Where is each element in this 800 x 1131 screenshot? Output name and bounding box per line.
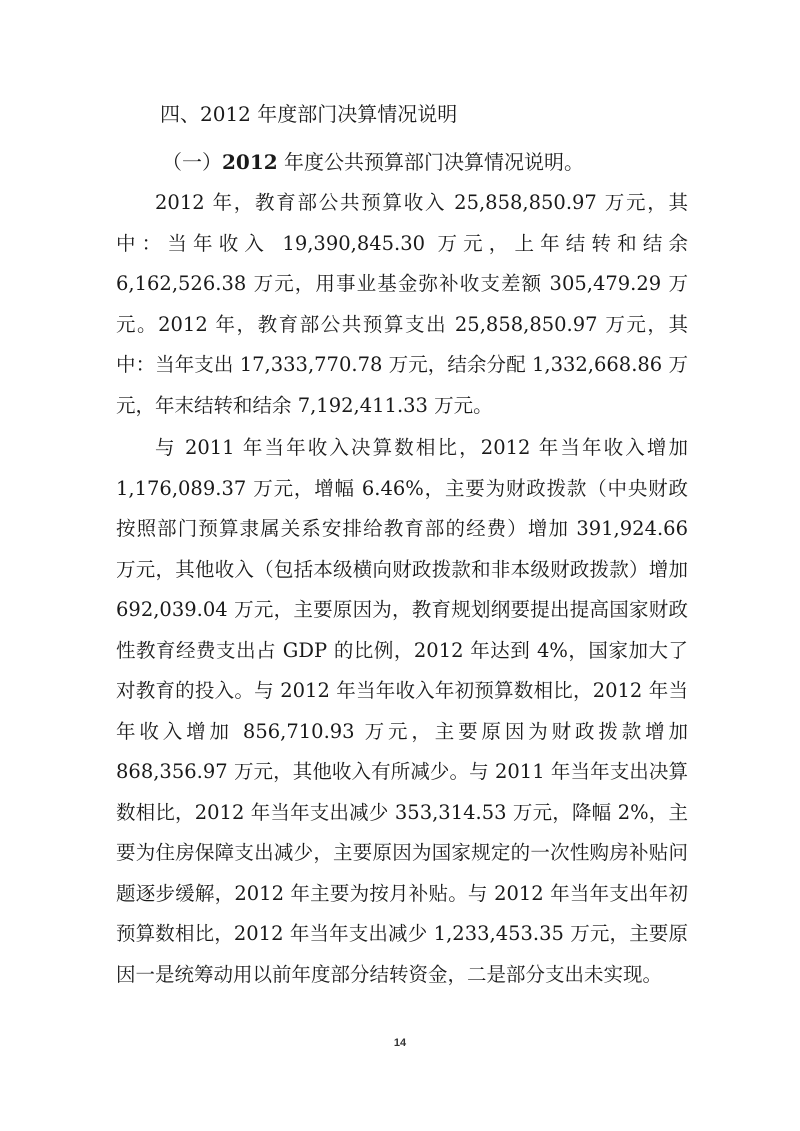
- subsection-year: 2012: [222, 150, 278, 174]
- subsection-heading: [162, 148, 584, 176]
- subsection-number: （一）: [162, 150, 222, 174]
- subsection-title: 年度公共预算部门决算情况说明。: [277, 150, 585, 174]
- paragraph-budget-summary: 2012 年，教育部公共预算收入 25,858,850.97 万元，其中：当年收入 19,390,845.30 万元，上年结转和结余 6,162,526.38 万元，用事业基金弥补收支差额 305,479.29 万元。2012 年，教育部公共预算支出 25,858,850.97 万元，其中：当年支出 17,333,770.78 万元，结余分配 1,332,668.86 万元，年末结转和结余 7,192,411.33 万元。: [116, 191, 688, 417]
- section-heading: 四、2012 年度部门决算情况说明: [160, 102, 458, 126]
- paragraph-budget-comparison: 与 2011 年当年收入决算数相比，2012 年当年收入增加 1,176,089.37 万元，增幅 6.46%，主要为财政拨款（中央财政按照部门预算隶属关系安排给教育部的经费）增加 391,924.66 万元，其他收入（包括本级横向财政拨款和非本级财政拨款）增加 692,039.04 万元，主要原因为，教育规划纲要提出提高国家财政性教育经费支出占 GDP 的比例，2012 年达到 4%，国家加大了对教育的投入。与 2012 年当年收入年初预算数相比，2012 年当年收入增加 856,710.93 万元，主要原因为财政拨款增加 868,356.97 万元，其他收入有所减少。与 2011 年当年支出决算数相比，2012 年当年支出减少 353,314.53 万元，降幅 2%，主要为住房保障支出减少，主要原因为国家规定的一次性购房补贴问题逐步缓解，2012 年主要为按月补贴。与 2012 年当年支出年初预算数相比，2012 年当年支出减少 1,233,453.35 万元，主要原因一是统筹动用以前年度部分结转资金，二是部分支出未实现。: [116, 436, 688, 986]
- page-number: 14: [393, 1037, 407, 1049]
